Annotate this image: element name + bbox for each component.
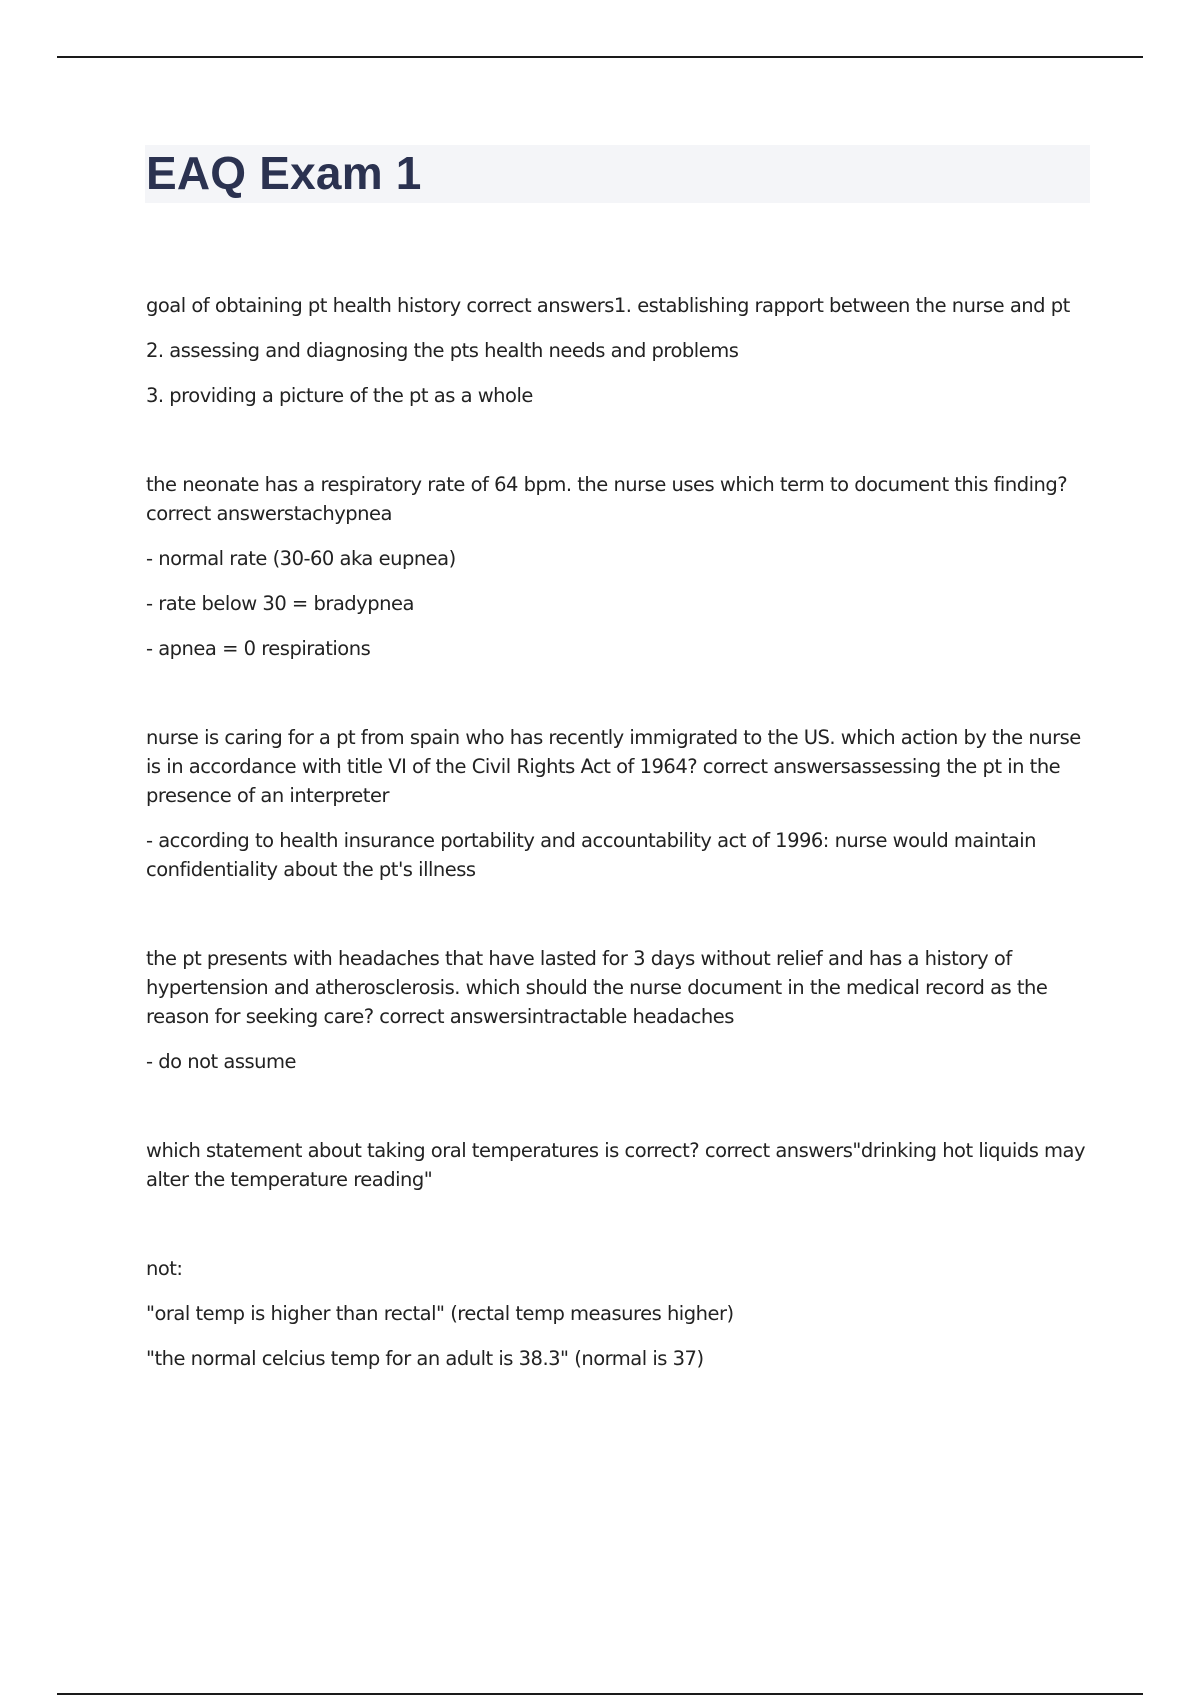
paragraph: - rate below 30 = bradypnea xyxy=(146,592,414,615)
paragraph: the pt presents with headaches that have lasted for 3 days without relief and has a history of hypertension and atherosclerosis. which should the nurse document in the medical record as the reason for seeking care? correct answersintractable headaches xyxy=(146,947,1048,1028)
paragraph: the neonate has a respiratory rate of 64 bpm. the nurse uses which term to document this finding? correct answerstachypnea xyxy=(146,473,1068,525)
qa-block-6 xyxy=(146,1254,1091,1373)
paragraph: - do not assume xyxy=(146,1050,296,1073)
paragraph: goal of obtaining pt health history correct answers1. establishing rapport between the nurse and pt xyxy=(146,294,1070,317)
paragraph: which statement about taking oral temperatures is correct? correct answers"drinking hot liquids may alter the temperature reading" xyxy=(146,1139,1086,1191)
page-title: EAQ Exam 1 xyxy=(146,147,422,199)
paragraph: "the normal celcius temp for an adult is 38.3" (normal is 37) xyxy=(146,1347,704,1370)
paragraph: nurse is caring for a pt from spain who has recently immigrated to the US. which action by the nurse is in accordance with title VI of the Civil Rights Act of 1964? correct answersassessing the pt in the presence of an interpreter xyxy=(146,726,1081,807)
paragraph: "oral temp is higher than rectal" (rectal temp measures higher) xyxy=(146,1302,734,1325)
paragraph: not: xyxy=(146,1257,183,1280)
qa-block-1 xyxy=(146,291,1091,410)
qa-block-3 xyxy=(146,723,1091,884)
paragraph: - apnea = 0 respirations xyxy=(146,637,371,660)
document-body xyxy=(146,291,1091,1389)
paragraph: - according to health insurance portability and accountability act of 1996: nurse would maintain confidentiality about the pt's illness xyxy=(146,829,1036,881)
paragraph: - normal rate (30-60 aka eupnea) xyxy=(146,547,456,570)
qa-block-4 xyxy=(146,944,1091,1076)
paragraph: 2. assessing and diagnosing the pts health needs and problems xyxy=(146,339,739,362)
paragraph: 3. providing a picture of the pt as a whole xyxy=(146,384,533,407)
qa-block-5 xyxy=(146,1136,1091,1194)
page-top-rule xyxy=(57,56,1143,58)
page-bottom-rule xyxy=(57,1693,1143,1695)
qa-block-2 xyxy=(146,470,1091,663)
